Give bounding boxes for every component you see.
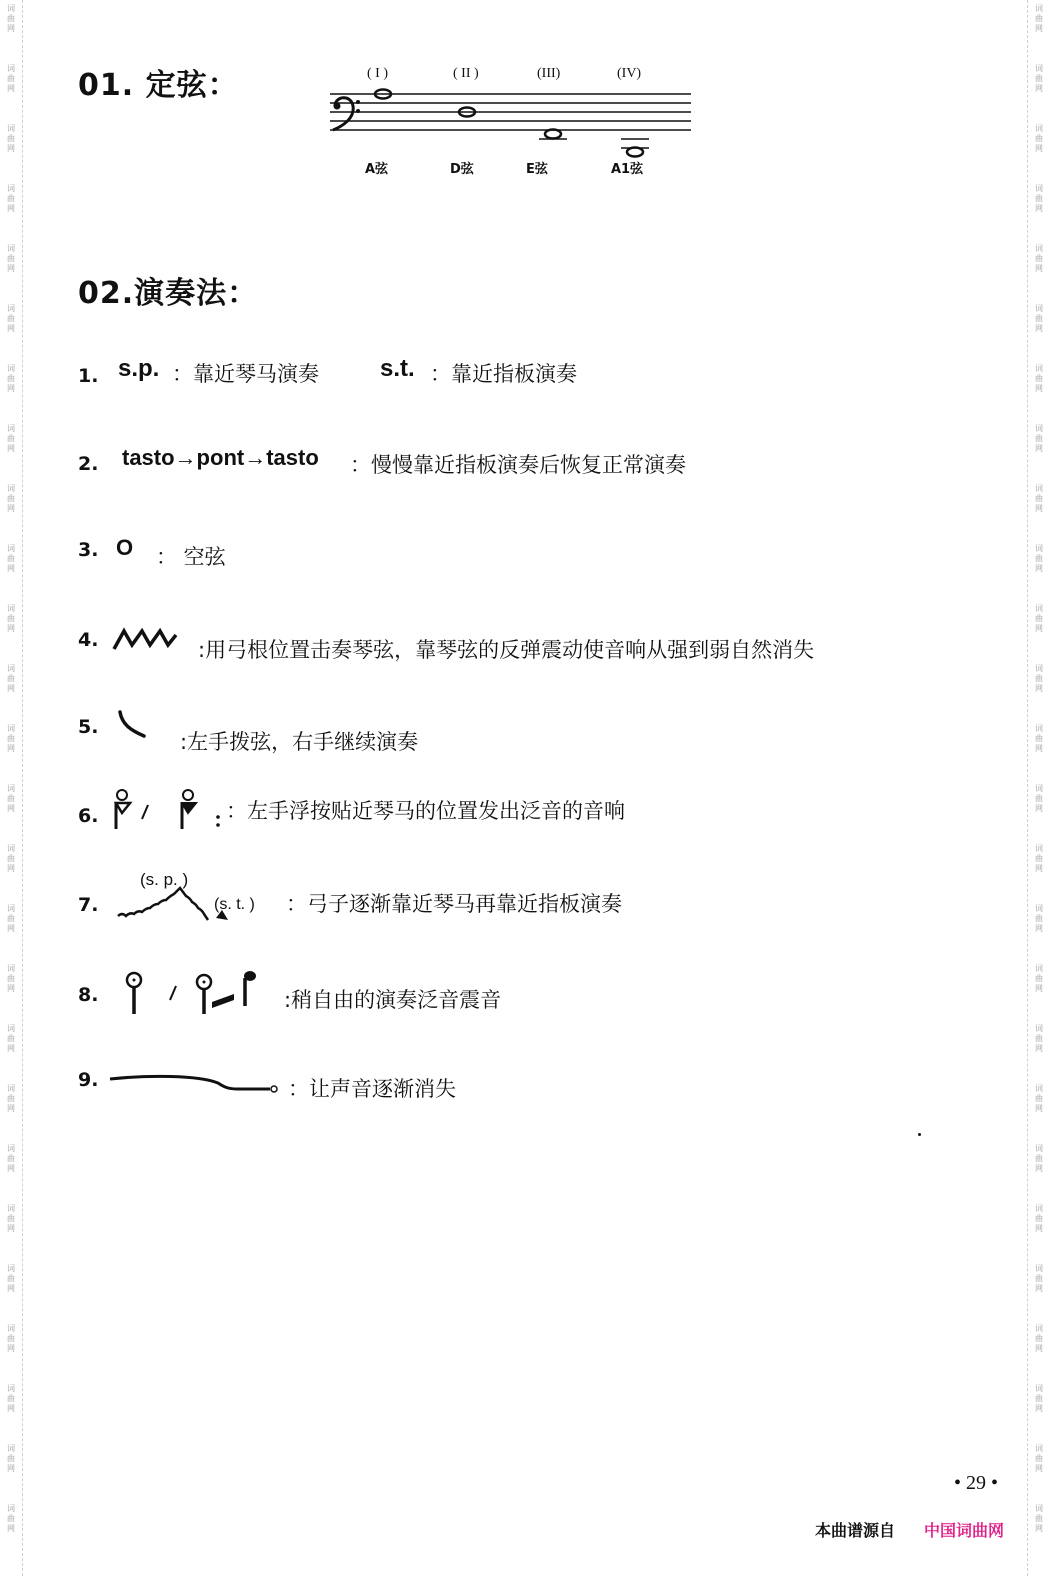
- watermark-text: 词 曲 网: [7, 784, 15, 813]
- sp-label: (s. p. ): [140, 870, 189, 889]
- watermark-text: 词 曲 网: [1035, 964, 1043, 993]
- watermark-text: 词 曲 网: [1035, 64, 1043, 93]
- tuning-staff: [325, 62, 725, 192]
- watermark-text: 词 曲 网: [1035, 424, 1043, 453]
- st-term: s.t.: [380, 355, 415, 382]
- watermark-text: 词 曲 网: [1035, 244, 1043, 273]
- watermark-text: 词 曲 网: [7, 1504, 15, 1533]
- item-description: :用弓根位置击奏琴弦，靠琴弦的反弹震动使音响从强到弱自然消失: [198, 638, 815, 662]
- item-number: 7.: [78, 894, 99, 916]
- item-description: ：左手浮按贴近琴马的位置发出泛音的音响: [226, 799, 625, 823]
- technique-item-2: [78, 445, 778, 485]
- technique-item-3: [78, 535, 378, 575]
- watermark-text: 词 曲 网: [1035, 844, 1043, 873]
- st-label: (s. t. ): [214, 896, 255, 913]
- string-label-a1: A1弦: [611, 162, 644, 177]
- sp-term: s.p.: [118, 355, 160, 382]
- watermark-text: 词 曲 网: [7, 184, 15, 213]
- watermark-text: 词 曲 网: [1035, 604, 1043, 633]
- string-label-e: E弦: [526, 162, 548, 177]
- watermark-text: 词 曲 网: [1035, 1144, 1043, 1173]
- item-number: 2.: [78, 453, 99, 475]
- watermark-text: 词 曲 网: [1035, 784, 1043, 813]
- watermark-text: 词 曲 网: [7, 484, 15, 513]
- watermark-text: 词 曲 网: [1035, 1504, 1043, 1533]
- watermark-text: 词 曲 网: [7, 1024, 15, 1053]
- watermark-text: 词 曲 网: [7, 844, 15, 873]
- technique-item-5: [78, 710, 578, 754]
- watermark-text: 词 曲 网: [1035, 1084, 1043, 1113]
- item-number: 3.: [78, 539, 99, 561]
- open-string-symbol: O: [116, 535, 134, 560]
- harmonic-tremolo-icon: [118, 968, 298, 1018]
- watermark-text: 词 曲 网: [7, 1084, 15, 1113]
- watermark-text: 词 曲 网: [7, 1444, 15, 1473]
- watermark-text: 词 曲 网: [7, 244, 15, 273]
- technique-item-4: [78, 625, 938, 665]
- item-description: ：慢慢靠近指板演奏后恢复正常演奏: [350, 453, 686, 477]
- watermark-text: 词 曲 网: [1035, 4, 1043, 33]
- watermark-text: 词 曲 网: [1035, 1324, 1043, 1353]
- watermark-text: 词 曲 网: [1035, 364, 1043, 393]
- watermark-text: 词 曲 网: [1035, 664, 1043, 693]
- watermark-text: 词 曲 网: [7, 1264, 15, 1293]
- watermark-text: 词 曲 网: [7, 304, 15, 333]
- watermark-text: 词 曲 网: [7, 664, 15, 693]
- item-number: 1.: [78, 365, 99, 387]
- watermark-text: 词 曲 网: [1035, 1204, 1043, 1233]
- page-number: • 29 •: [953, 1472, 998, 1494]
- technique-item-9: [78, 1065, 578, 1105]
- item-number: 8.: [78, 984, 99, 1006]
- item-number: 9.: [78, 1069, 99, 1091]
- fade-out-line-icon: [108, 1069, 288, 1099]
- watermark-text: 词 曲 网: [7, 424, 15, 453]
- watermark-text: 词 曲 网: [1035, 1024, 1043, 1053]
- col-legno-zigzag-icon: [112, 625, 182, 655]
- numeral-2: ( II ): [453, 66, 479, 81]
- item-description: ：让声音逐渐消失: [288, 1077, 456, 1101]
- string-label-d: D弦: [450, 162, 474, 177]
- watermark-text: 词 曲 网: [7, 724, 15, 753]
- left-hand-pizzicato-icon: [116, 710, 156, 744]
- sp-description: ：靠近琴马演奏: [172, 362, 319, 386]
- item-description: ：弓子逐渐靠近琴马再靠近指板演奏: [286, 892, 622, 916]
- technique-item-1: [78, 355, 678, 395]
- watermark-text: 词 曲 网: [7, 124, 15, 153]
- section-1-heading: 01. 定弦：: [78, 68, 239, 103]
- watermark-text: 词 曲 网: [1035, 1444, 1043, 1473]
- numeral-1: ( I ): [367, 66, 388, 81]
- watermark-text: 词 曲 网: [1035, 484, 1043, 513]
- watermark-text: 词 曲 网: [1035, 184, 1043, 213]
- numeral-3: (III): [537, 66, 561, 81]
- tasto-pont-term: tasto→pont→tasto: [122, 445, 319, 470]
- watermark-text: 词 曲 网: [7, 1384, 15, 1413]
- watermark-text: 词 曲 网: [1035, 304, 1043, 333]
- technique-item-8: [78, 968, 578, 1024]
- watermark-text: 词 曲 网: [1035, 544, 1043, 573]
- technique-item-7: [78, 866, 698, 926]
- item-description: :左手拨弦，右手继续演奏: [180, 730, 419, 754]
- watermark-text: 词 曲 网: [1035, 724, 1043, 753]
- numeral-4: (IV): [617, 66, 642, 81]
- harmonic-notes-icon: [108, 785, 228, 833]
- watermark-text: 词 曲 网: [7, 4, 15, 33]
- watermark-text: 词 曲 网: [7, 904, 15, 933]
- watermark-text: 词 曲 网: [1035, 904, 1043, 933]
- watermark-text: 词 曲 网: [7, 1144, 15, 1173]
- technique-item-6: [78, 785, 698, 825]
- watermark-text: 词 曲 网: [7, 1204, 15, 1233]
- footer-site-link[interactable]: 中国词曲网: [924, 1521, 1005, 1540]
- item-number: 4.: [78, 629, 99, 651]
- watermark-text: 词 曲 网: [7, 1324, 15, 1353]
- string-label-a: A弦: [365, 162, 389, 177]
- scan-speck: [918, 1133, 921, 1136]
- footer-source-label: 本曲谱源自: [815, 1521, 896, 1540]
- watermark-text: 词 曲 网: [7, 544, 15, 573]
- watermark-text: 词 曲 网: [1035, 1264, 1043, 1293]
- watermark-text: 词 曲 网: [7, 64, 15, 93]
- st-description: ：靠近指板演奏: [430, 362, 577, 386]
- watermark-text: 词 曲 网: [7, 964, 15, 993]
- watermark-text: 词 曲 网: [7, 604, 15, 633]
- item-description: :稍自由的演奏泛音震音: [284, 988, 502, 1012]
- item-description: ： 空弦: [156, 545, 226, 569]
- watermark-text: 词 曲 网: [1035, 1384, 1043, 1413]
- section-2-heading: 02.演奏法：: [78, 276, 259, 311]
- watermark-text: 词 曲 网: [7, 364, 15, 393]
- watermark-text: 词 曲 网: [1035, 124, 1043, 153]
- item-number: 6.: [78, 805, 99, 827]
- item-number: 5.: [78, 716, 99, 738]
